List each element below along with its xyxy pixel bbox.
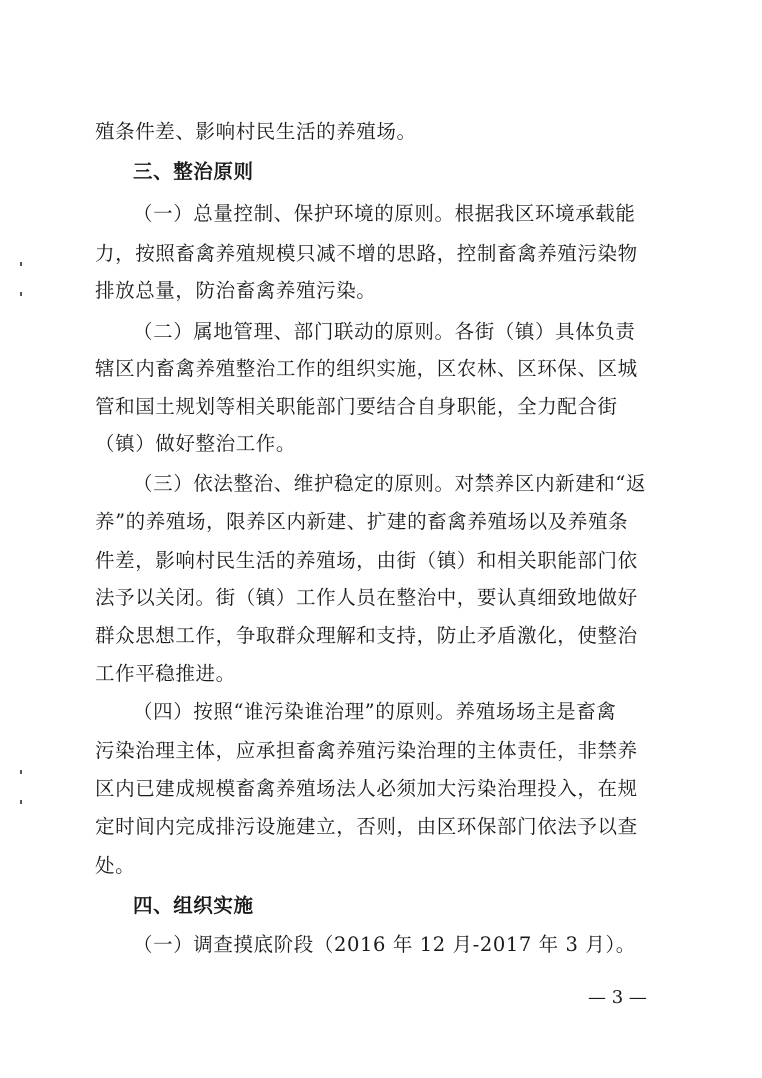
binding-mark	[20, 800, 22, 804]
body-text-line: 管和国土规划等相关职能部门要结合自身职能，全力配合街	[95, 395, 618, 418]
body-text-line: 排放总量，防治畜禽养殖污染。	[95, 279, 377, 302]
binding-mark	[20, 292, 22, 296]
body-text-line: 养”的养殖场，限养区内新建、扩建的畜禽养殖场以及养殖条	[95, 510, 629, 533]
body-text-line: （镇）做好整治工作。	[95, 432, 297, 455]
body-text-line: 区内已建成规模畜禽养殖场法人必须加大污染治理投入，在规	[95, 777, 638, 800]
body-text-line: 污染治理主体，应承担畜禽养殖污染治理的主体责任，非禁养	[95, 739, 638, 762]
body-text-line: （二）属地管理、部门联动的原则。各街（镇）具体负责	[133, 320, 636, 343]
body-text-line: 处。	[95, 854, 136, 877]
body-text-line: 辖区内畜禽养殖整治工作的组织实施，区农林、区环保、区城	[95, 357, 638, 380]
body-text-line: （一）总量控制、保护环境的原则。根据我区环境承载能	[133, 202, 636, 225]
body-text-line: （一）调查摸底阶段（2016 年 12 月-2017 年 3 月）。	[133, 933, 636, 956]
page-number: — 3 —	[588, 987, 647, 1008]
body-text-line: 定时间内完成排污设施建立，否则，由区环保部门依法予以查	[95, 815, 638, 838]
body-text-line: 件差，影响村民生活的养殖场，由街（镇）和相关职能部门依	[95, 549, 638, 572]
binding-mark	[20, 262, 22, 266]
body-text-line: 殖条件差、影响村民生活的养殖场。	[95, 120, 417, 143]
section-heading-3: 三、整治原则	[133, 160, 254, 183]
body-text-line: （三）依法整治、维护稳定的原则。对禁养区内新建和“返	[133, 472, 647, 495]
section-heading-4: 四、组织实施	[133, 894, 254, 917]
body-text-line: 工作平稳推进。	[95, 662, 236, 685]
binding-mark	[20, 770, 22, 774]
body-text-line: 力，按照畜禽养殖规模只减不增的思路，控制畜禽养殖污染物	[95, 242, 638, 265]
body-text-line: 法予以关闭。街（镇）工作人员在整治中，要认真细致地做好	[95, 586, 638, 609]
body-text-line: 群众思想工作，争取群众理解和支持，防止矛盾激化，使整治	[95, 624, 638, 647]
body-text-line: （四）按照“谁污染谁治理”的原则。养殖场场主是畜禽	[133, 700, 617, 723]
